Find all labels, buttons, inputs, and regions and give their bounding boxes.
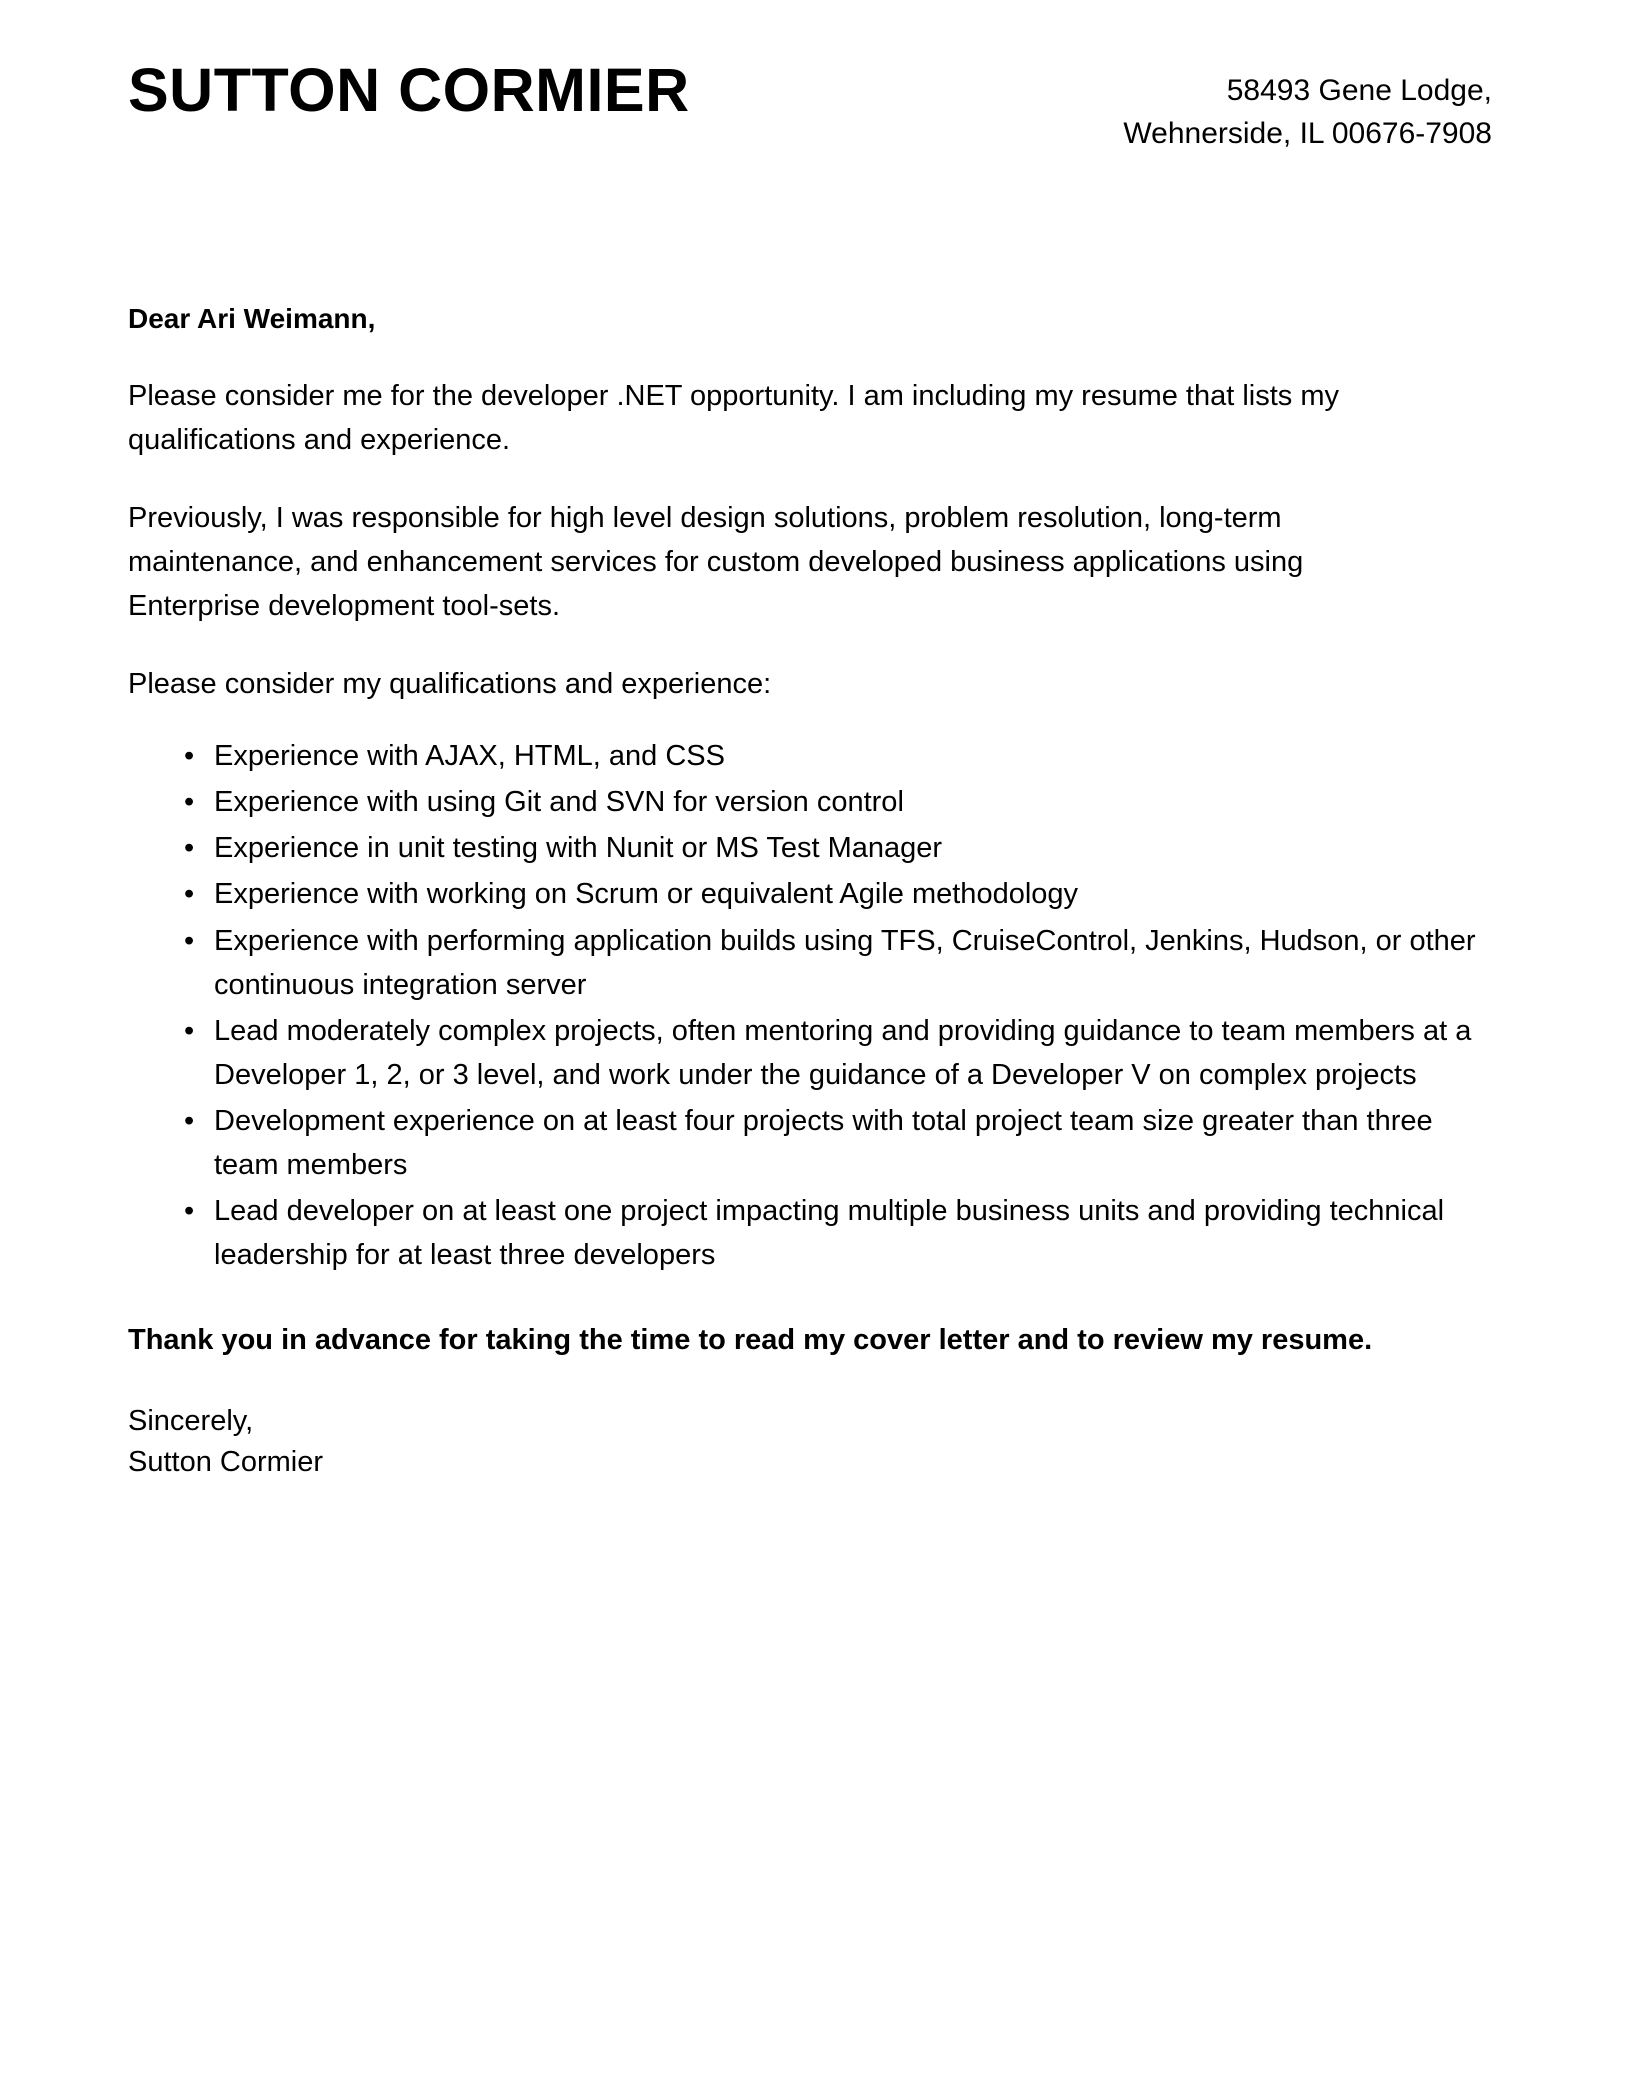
list-item: • Lead developer on at least one project impacting multiple business units and providing technical leadership for at least three developers [184,1189,1482,1277]
list-item: • Development experience on at least four projects with total project team size greater than three team members [184,1099,1482,1187]
paragraph-intro: Please consider me for the developer .NET opportunity. I am including my resume that lists my qualifications and experience. [128,379,1340,456]
list-item: • Lead moderately complex projects, often mentoring and providing guidance to team members at a Developer 1, 2, or 3 level, and work under the guidance of a Developer V on complex projects [184,1009,1482,1097]
closing-statement: Thank you in advance for taking the time to read my cover letter and to review my resume. [128,1324,1373,1357]
signoff-name: Sutton Cormier [128,1445,324,1478]
paragraph-experience: Previously, I was responsible for high level design solutions, problem resolution, long-term maintenance, and enhancement services for custom developed business applications using Enterprise development tool-sets. [128,501,1304,623]
sender-address-block [1123,58,1492,155]
list-item: • Experience with AJAX, HTML, and CSS [184,734,1482,778]
signoff-closing: Sincerely, [128,1404,254,1437]
address-line-street: 58493 Gene Lodge, [1226,74,1492,107]
page-title: SUTTON CORMIER [128,56,690,124]
letter-body [0,299,1632,1483]
address-line-city-state-zip: Wehnerside, IL 00676-7908 [1123,116,1492,150]
list-item: • Experience in unit testing with Nunit or MS Test Manager [184,826,1482,870]
signature-block [128,1401,1482,1483]
list-item: • Experience with using Git and SVN for version control [184,780,1482,824]
qualifications-list [128,734,1482,1277]
list-item: • Experience with working on Scrum or equivalent Agile methodology [184,872,1482,916]
salutation: Dear Ari Weimann, [128,303,376,335]
list-item: • Experience with performing application builds using TFS, CruiseControl, Jenkins, Hudson, or other continuous integration server [184,919,1482,1007]
paragraph-qualifications-lead-in: Please consider my qualifications and experience: [128,668,772,701]
letterhead-header [0,0,1632,155]
